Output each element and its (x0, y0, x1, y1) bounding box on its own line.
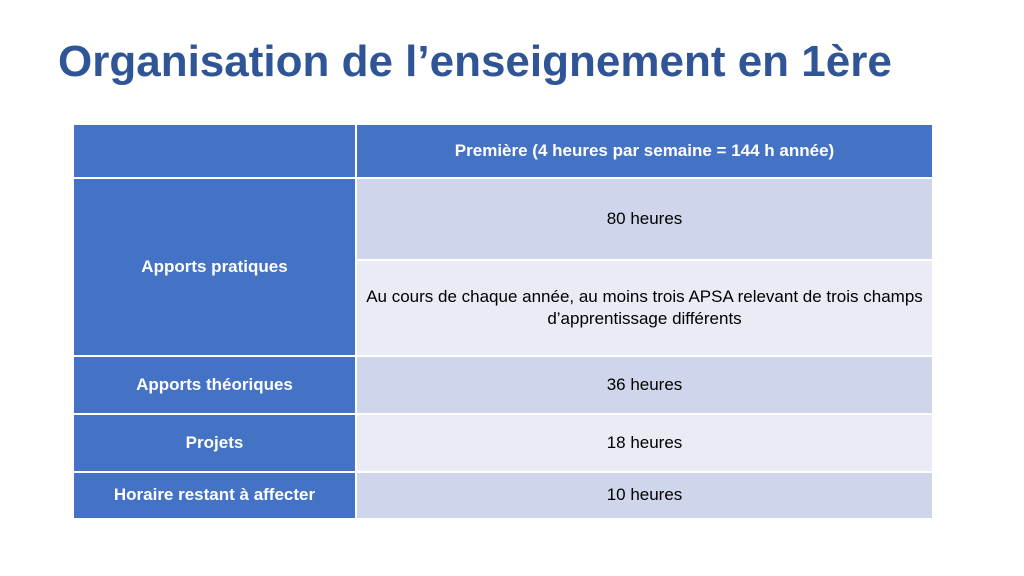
page-title: Organisation de l’enseignement en 1ère (58, 37, 892, 86)
table-row (73, 178, 933, 260)
cell-apports-pratiques-hours: 80 heures (356, 178, 933, 260)
table-header-row (73, 124, 933, 178)
row-label-horaire-restant: Horaire restant à affecter (73, 472, 356, 519)
cell-projets-hours: 18 heures (356, 414, 933, 472)
row-label-apports-theoriques: Apports théoriques (73, 356, 356, 414)
cell-apports-pratiques-note: Au cours de chaque année, au moins trois APSA relevant de trois champs d’apprentissage différents (356, 260, 933, 356)
table-row (73, 414, 933, 472)
header-corner-cell (73, 124, 356, 178)
schedule-table (72, 123, 934, 520)
header-column-premiere: Première (4 heures par semaine = 144 h année) (356, 124, 933, 178)
row-label-apports-pratiques: Apports pratiques (73, 178, 356, 356)
row-label-projets: Projets (73, 414, 356, 472)
cell-horaire-restant-hours: 10 heures (356, 472, 933, 519)
table-row (73, 472, 933, 519)
table-row (73, 356, 933, 414)
cell-apports-theoriques-hours: 36 heures (356, 356, 933, 414)
